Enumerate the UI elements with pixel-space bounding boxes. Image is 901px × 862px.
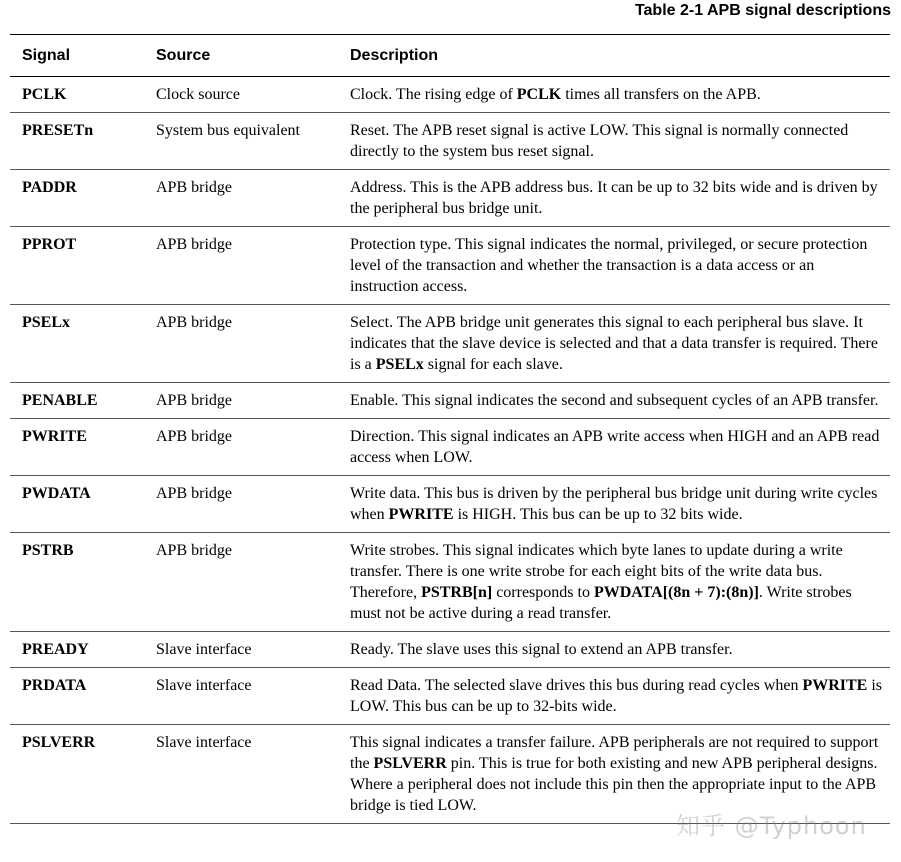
source-cell: Slave interface <box>144 632 338 668</box>
source-cell: APB bridge <box>144 419 338 476</box>
table-row <box>10 668 890 725</box>
table-row <box>10 476 890 533</box>
signal-cell: PRDATA <box>10 668 144 725</box>
table-row <box>10 632 890 668</box>
table-row <box>10 305 890 383</box>
description-text: Enable. This signal indicates the second and subsequent cycles of an APB transfer. <box>350 392 879 409</box>
description-text: This signal indicates a transfer failure. APB peripherals are not required to support the <box>350 734 879 772</box>
description-text: Write strobes. This signal indicates which byte lanes to update during a write transfer. There is one write strobe for each eight bits of the write data bus. Therefore, <box>350 542 843 601</box>
description-cell <box>338 305 890 383</box>
description-text: pin. This is true for both existing and new APB peripheral designs. Where a peripheral does not include this pin then the appropriate input to the APB bridge is tied LOW. <box>350 755 878 814</box>
signal-cell: PSELx <box>10 305 144 383</box>
description-text: Ready. The slave uses this signal to extend an APB transfer. <box>350 641 733 658</box>
description-cell <box>338 668 890 725</box>
table-row <box>10 533 890 632</box>
description-cell <box>338 476 890 533</box>
table-row <box>10 113 890 170</box>
signal-reference: PSTRB[n] <box>421 584 493 601</box>
table-row <box>10 419 890 476</box>
table-row <box>10 77 890 113</box>
description-cell <box>338 77 890 113</box>
signal-reference: PWRITE <box>802 677 868 694</box>
description-text: Reset. The APB reset signal is active LOW. This signal is normally connected directly to the system bus reset signal. <box>350 122 849 160</box>
description-text: times all transfers on the APB. <box>561 86 761 103</box>
description-text: Protection type. This signal indicates the normal, privileged, or secure protection level of the transaction and whether the transaction is a data access or an instruction access. <box>350 236 868 295</box>
table-row <box>10 383 890 419</box>
description-text: Address. This is the APB address bus. It can be up to 32 bits wide and is driven by the peripheral bus bridge unit. <box>350 179 878 217</box>
source-cell: APB bridge <box>144 227 338 305</box>
signal-cell: PPROT <box>10 227 144 305</box>
table-row <box>10 227 890 305</box>
source-cell: System bus equivalent <box>144 113 338 170</box>
header-source: Source <box>144 35 338 77</box>
source-cell: Slave interface <box>144 668 338 725</box>
description-cell <box>338 632 890 668</box>
signal-cell: PSTRB <box>10 533 144 632</box>
watermark: 知乎 @Typhoon <box>676 812 867 840</box>
description-text: Clock. The rising edge of <box>350 86 517 103</box>
description-cell <box>338 533 890 632</box>
signal-cell: PWDATA <box>10 476 144 533</box>
description-text: . Write strobes must not be active during a read transfer. <box>350 584 852 622</box>
header-signal: Signal <box>10 35 144 77</box>
source-cell: Clock source <box>144 77 338 113</box>
apb-signal-table <box>10 34 890 824</box>
description-text: Read Data. The selected slave drives this bus during read cycles when <box>350 677 803 694</box>
signal-reference: PWRITE <box>388 506 454 523</box>
description-text: is HIGH. This bus can be up to 32 bits wide. <box>453 506 743 523</box>
description-text: signal for each slave. <box>423 356 563 373</box>
signal-cell: PRESETn <box>10 113 144 170</box>
signal-cell: PENABLE <box>10 383 144 419</box>
source-cell: APB bridge <box>144 533 338 632</box>
description-text: is LOW. This bus can be up to 32-bits wide. <box>350 677 883 715</box>
table-header-row <box>10 35 890 77</box>
description-cell <box>338 383 890 419</box>
signal-reference: PSELx <box>375 356 424 373</box>
description-cell <box>338 170 890 227</box>
header-description: Description <box>338 35 890 77</box>
description-cell <box>338 227 890 305</box>
table-caption: Table 2-1 APB signal descriptions <box>634 2 891 19</box>
source-cell: APB bridge <box>144 170 338 227</box>
description-cell <box>338 419 890 476</box>
table-row <box>10 170 890 227</box>
signal-reference: PSLVERR <box>373 755 447 772</box>
source-cell: APB bridge <box>144 305 338 383</box>
signal-cell: PWRITE <box>10 419 144 476</box>
source-cell: APB bridge <box>144 476 338 533</box>
source-cell: APB bridge <box>144 383 338 419</box>
signal-reference: PCLK <box>516 86 562 103</box>
description-text: Write data. This bus is driven by the peripheral bus bridge unit during write cycles when <box>350 485 878 523</box>
description-text: corresponds to <box>492 584 594 601</box>
table-body <box>10 77 890 824</box>
signal-cell: PADDR <box>10 170 144 227</box>
signal-cell: PREADY <box>10 632 144 668</box>
signal-cell: PCLK <box>10 77 144 113</box>
source-cell: Slave interface <box>144 725 338 824</box>
description-cell <box>338 113 890 170</box>
signal-reference: PWDATA[(8n + 7):(8n)] <box>593 584 759 601</box>
description-text: Direction. This signal indicates an APB write access when HIGH and an APB read access when LOW. <box>350 428 880 466</box>
description-text: Select. The APB bridge unit generates this signal to each peripheral bus slave. It indicates that the slave device is selected and that a data transfer is required. There is a <box>350 314 878 373</box>
signal-cell: PSLVERR <box>10 725 144 824</box>
